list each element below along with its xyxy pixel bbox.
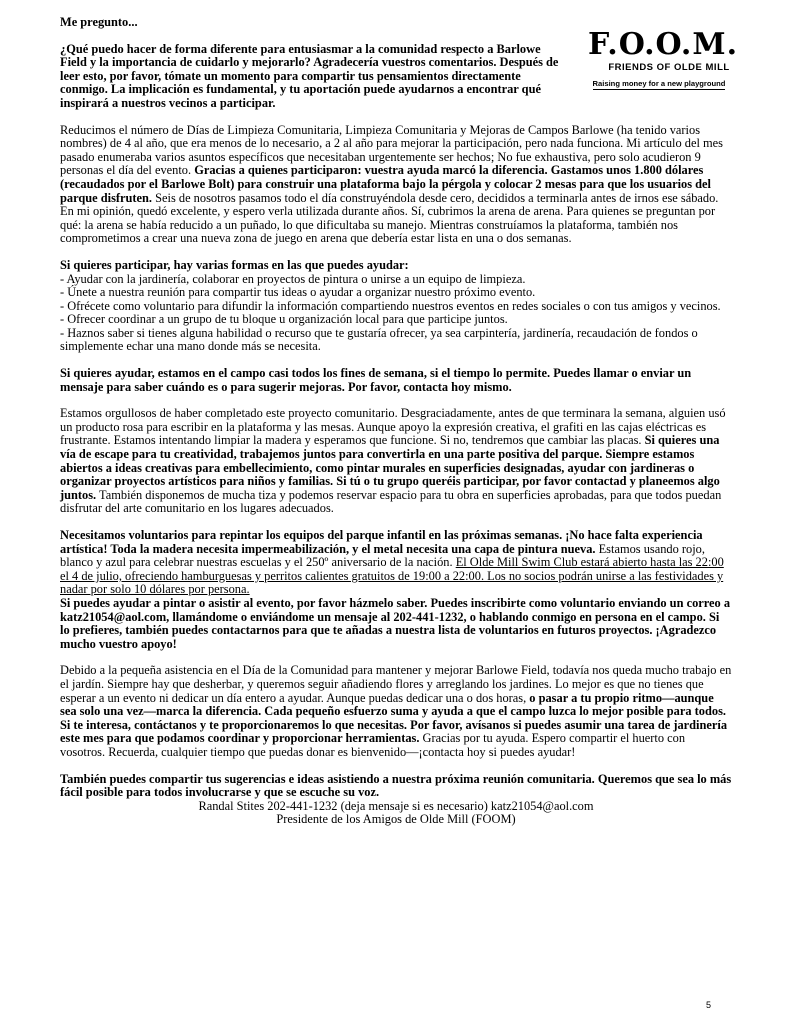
- intro-body: ¿Qué puedo hacer de forma diferente para entusiasmar a la comunidad respecto a Barlowe Field y la importancia de cuidarlo y mejorarlo? Agradecería vuestros comentarios. Después de leer esto, por favor, tómate un momento para compartir tus pensamientos directamente conmigo. La implicación es fundamental, y tu aportación puede ayudarnos a encontrar qué inspirará a nuestros vecinos a participar.: [60, 41, 559, 110]
- list-item: - Ofrecer coordinar a un grupo de tu bloque u organización local para que participe juntos.: [60, 313, 732, 327]
- paragraph-garden: Debido a la pequeña asistencia en el Día de la Comunidad para mantener y mejorar Barlowe Field, todavía nos queda mucho trabajo en el jardín. Siempre hay que desherbar, y queremos seguir añadiendo flores y arreglando los jardines. Lo mejor es que no tienes que esperar a un evento ni dedicar un día entero a ayudar. Aunque puedas dedicar una o dos horas, o pasar a tu propio ritmo—aunque sea solo una vez—marca la diferencia. Cada pequeño esfuerzo suma y ayuda a que el campo luzca lo mejor posible para todos. Si te interesa, contáctanos y te proporcionaremos lo que necesitas. Por favor, avísanos si puedes asumir una tarea de jardinería este mes para que podamos coordinar y proporcionar herramientas. Gracias por tu ayuda. Espero compartir el huerto con vosotros. Recuerda, cualquier tiempo que puedas donar es bienvenido—¡contacta hoy si puedes ayudar!: [60, 663, 732, 759]
- signature-title: Presidente de los Amigos de Olde Mill (FOOM): [276, 812, 516, 827]
- foom-logo: [584, 27, 739, 112]
- intro-heading: Me pregunto...: [60, 15, 138, 29]
- list-item: - Ofrécete como voluntario para difundir la información compartiendo nuestros eventos en redes sociales o con tus amigos y vecinos.: [60, 300, 732, 314]
- paragraph-weekend-help: Si quieres ayudar, estamos en el campo casi todos los fines de semana, si el tiempo lo permite. Puedes llamar o enviar un mensaje para saber cuándo es o para sugerir mejoras. Por favor, contacta hoy mismo.: [60, 366, 692, 394]
- list-item: - Únete a nuestra reunión para compartir tus ideas o ayudar a organizar nuestro próximo evento.: [60, 286, 732, 300]
- logo-subtitle: FRIENDS OF OLDE MILL: [608, 62, 730, 73]
- intro-section: [60, 16, 560, 111]
- list-item: - Haznos saber si tienes alguna habilidad o recurso que te gustaría ofrecer, ya sea carpintería, jardinería, recaudación de fondos o simplemente echar una mano donde más se necesita.: [60, 327, 732, 354]
- page-number: 5: [706, 1000, 712, 1010]
- paragraph-graffiti: Estamos orgullosos de haber completado este proyecto comunitario. Desgraciadamente, antes de que terminara la semana, alguien usó un producto rosa para escribir en la plataforma y las mesas. Aunque apoyo la expresión creativa, el grafiti en las cajas eléctricas es frustrante. Estamos intentando limpiar la madera y esperamos que funcione. Si no, tendremos que cambiar las placas. Si quieres una vía de escape para tu creatividad, trabajemos juntos para convertirla en una parte positiva del parque. Siempre estamos abiertos a ideas creativas para embellecimiento, como pintar murales en superficies designadas, ayudar con jardineras o organizar proyectos artísticos para niños y familias. Si tú o tu grupo queréis participar, por favor contactad y planeemos algo juntos. También disponemos de mucha tiza y podemos reservar espacio para tu obra en superficies aprobadas, para que todos puedan disfrutar del arte comunitario en los lugares adecuados.: [60, 406, 726, 516]
- logo-title: F.O.O.M.: [588, 27, 739, 62]
- logo-tagline: Raising money for a new playground: [592, 79, 726, 88]
- signature-contact: Randal Stites 202-441-1232 (deja mensaje si es necesario) katz21054@aol.com: [198, 798, 594, 813]
- swim-club-notice: El Olde Mill Swim Club estará abierto hasta las 22:00 el 4 de julio, ofreciendo hamburguesas y perritos calientes gratuitos de 19:00 a 22:00. Los no socios podrán unirse a las festividades y nadar por solo 10 dólares por persona.: [60, 555, 724, 597]
- help-list: [60, 273, 732, 355]
- newsletter-page: [60, 15, 739, 827]
- paragraph-painting-volunteers: Necesitamos voluntarios para repintar los equipos del parque infantil en las próximas semanas. ¡No hace falta experiencia artística! Toda la madera necesita impermeabilización, y el metal necesita una capa de pintura nueva. Estamos usando rojo, blanco y azul para celebrar nuestras escuelas y el 250º aniversario de la nación. El Olde Mill Swim Club estará abierto hasta las 22:00 el 4 de julio, ofreciendo hamburguesas y perritos calientes gratuitos de 19:00 a 22:00. Los no socios podrán unirse a las festividades y nadar por solo 10 dólares por persona.: [60, 528, 724, 597]
- paragraph-signup: Si puedes ayudar a pintar o asistir al evento, por favor házmelo saber. Puedes inscribirte como voluntario enviando un correo a katz21054@aol.com, llamándome o enviándome un mensaje al 202-441-1232, o hablando conmigo en persona en el campo. Si lo prefieres, también puedes contactarnos para que te añadas a nuestra lista de voluntarios en futuros proyectos. ¡Agradezco mucho vuestro apoyo!: [60, 595, 731, 651]
- list-item: - Ayudar con la jardinería, colaborar en proyectos de pintura o unirse a un equipo de limpieza.: [60, 273, 732, 287]
- paragraph-cleanup-days: Reducimos el número de Días de Limpieza Comunitaria, Limpieza Comunitaria y Mejoras de Campos Barlowe (ha tenido varios nombres) de 4 al año, que era menos de lo necesario, a 2 al año para mejorar la participación, pero nada funciona. Mi artículo del mes pasado enumeraba varios asuntos específicos que necesitaban urgentemente ser hechos; No fue exhaustiva, pero solo acudieron 9 personas el día del evento. Gracias a quienes participaron: vuestra ayuda marcó la diferencia. Gastamos unos 1.800 dólares (recaudados por el Barlowe Bolt) para construir una plataforma bajo la pérgola y colocar 2 mesas para que los usuarios del parque disfruten. Seis de nosotros pasamos todo el día construyéndola desde cero, decididos a terminarla antes de irnos ese sábado. En mi opinión, quedó excelente, y espero verla utilizada durante años. Sí, cubrimos la arena de arena. Para quienes se preguntan por qué: la arena se había reducido a un puñado, lo que dificultaba su manejo. Mientras construíamos la plataforma, también nos comprometimos a crear una nueva zona de juego en arena que debería estar lista en una o dos semanas.: [60, 122, 723, 246]
- header-area: [60, 15, 739, 111]
- help-heading: Si quieres participar, hay varias formas en las que puedes ayudar:: [60, 257, 409, 272]
- paragraph-meeting: También puedes compartir tus sugerencias e ideas asistiendo a nuestra próxima reunión comunitaria. Queremos que sea lo más fácil posible para todos involucrarse y que se escuche su voz.: [60, 771, 732, 800]
